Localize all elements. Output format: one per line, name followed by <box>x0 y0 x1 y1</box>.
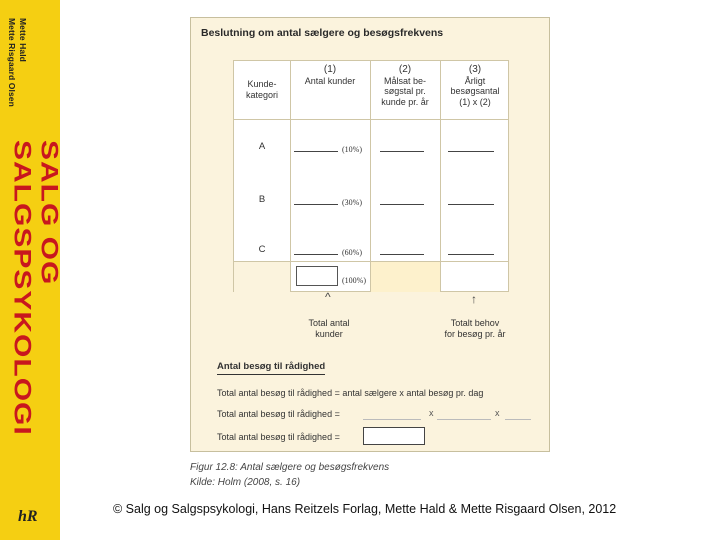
header-divider <box>234 119 508 120</box>
annual-blank-b[interactable] <box>448 204 494 205</box>
note-total-customers: Total antal kunder <box>308 318 350 339</box>
header-customers: (1) Antal kunder <box>304 64 356 86</box>
total-visits-answer-box[interactable] <box>363 427 425 445</box>
percent-total: (100%) <box>342 276 366 285</box>
figure-panel <box>190 17 550 452</box>
book-spine <box>0 0 63 540</box>
row-label-a: A <box>258 141 266 152</box>
calc-line-3: Total antal besøg til rådighed = <box>217 432 340 442</box>
customers-blank-c[interactable] <box>294 254 338 255</box>
spine-author-1: Mette Hald <box>18 18 28 62</box>
section-title-available-visits: Antal besøg til rådighed <box>217 361 325 375</box>
target-blank-b[interactable] <box>380 204 424 205</box>
target-blank-a[interactable] <box>380 151 424 152</box>
calc-line-2: Total antal besøg til rådighed = <box>217 409 340 419</box>
days-blank[interactable] <box>505 419 531 420</box>
target-blank-c[interactable] <box>380 254 424 255</box>
visits-per-day-blank[interactable] <box>437 419 491 420</box>
multiply-sign: x <box>495 408 500 418</box>
percent-c: (60%) <box>342 248 362 257</box>
publisher-logo: hR <box>18 508 38 525</box>
figure-title: Beslutning om antal sælgere og besøgsfrekvens <box>201 27 444 39</box>
customers-blank-a[interactable] <box>294 151 338 152</box>
up-arrow-icon: ^ <box>325 290 331 304</box>
totals-empty-cell <box>234 262 290 292</box>
spine-book-title: SALG OG SALGSPSYKOLOGI <box>8 140 63 436</box>
column-divider <box>290 61 291 291</box>
header-annual-visits: (3) Årligt besøgsantal (1) x (2) <box>450 64 500 107</box>
spine-authors <box>6 18 28 107</box>
figure-caption <box>190 460 389 490</box>
spine-author-2: Mette Risgaard Olsen <box>7 18 17 107</box>
annual-blank-a[interactable] <box>448 151 494 152</box>
header-target-visits: (2) Målsat be- søgstal pr. kunde pr. år <box>381 64 429 107</box>
formula-line: Total antal besøg til rådighed = antal sælgere x antal besøg pr. dag <box>217 388 484 398</box>
multiply-sign: x <box>429 408 434 418</box>
visit-frequency-table <box>233 60 509 292</box>
percent-a: (10%) <box>342 145 362 154</box>
note-total-visits: Totalt behov for besøg pr. år <box>444 318 506 339</box>
row-label-b: B <box>258 194 266 205</box>
percent-b: (30%) <box>342 198 362 207</box>
salespeople-blank[interactable] <box>363 419 421 420</box>
customers-blank-b[interactable] <box>294 204 338 205</box>
up-arrow-icon: ↑ <box>471 292 477 306</box>
caption-source: Kilde: Holm (2008, s. 16) <box>190 477 301 488</box>
totals-highlight-cell <box>371 262 440 292</box>
total-customers-box[interactable] <box>296 266 338 286</box>
copyright-notice: © Salg og Salgspsykologi, Hans Reitzels Forlag, Mette Hald & Mette Risgaard Olsen, 2012 <box>113 502 617 516</box>
header-category: Kunde- kategori <box>245 79 279 100</box>
caption-title: Figur 12.8: Antal sælgere og besøgsfrekvens <box>190 462 390 473</box>
annual-blank-c[interactable] <box>448 254 494 255</box>
row-label-c: C <box>258 244 266 255</box>
